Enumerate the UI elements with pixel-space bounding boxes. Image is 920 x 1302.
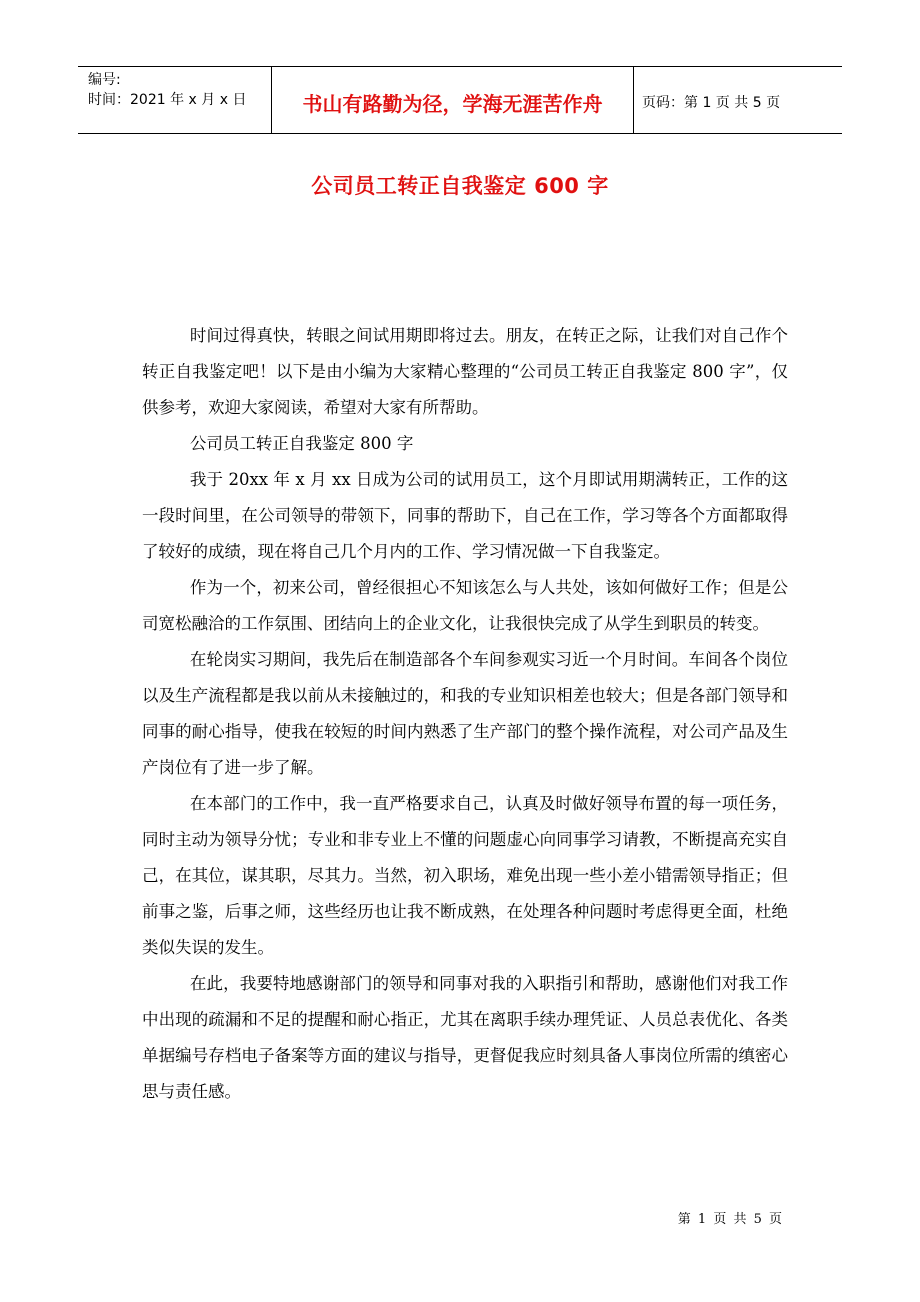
paragraph: 时间过得真快，转眼之间试用期即将过去。朋友，在转正之际，让我们对自己作个转正自我鉴定吧！以下是由小编为大家精心整理的“公司员工转正自我鉴定 800 字”，仅供参考，欢迎大家阅读，希望对大家有所帮助。 [142, 326, 788, 417]
paragraph: 在本部门的工作中，我一直严格要求自己，认真及时做好领导布置的每一项任务，同时主动为领导分忧；专业和非专业上不懂的问题虚心向同事学习请教，不断提高充实自己，在其位，谋其职，尽其力。当然，初入职场，难免出现一些小差小错需领导指正；但前事之鉴，后事之师，这些经历也让我不断成熟，在处理各种问题时考虑得更全面，杜绝类似失误的发生。 [142, 794, 788, 957]
header-page-info: 页码：第 1 页 共 5 页 [642, 95, 781, 111]
paragraph: 我于 20xx 年 x 月 xx 日成为公司的试用员工，这个月即试用期满转正，工作的这一段时间里，在公司领导的带领下，同事的帮助下，自己在工作，学习等各个方面都取得了较好的成绩，现在将自己几个月内的工作、学习情况做一下自我鉴定。 [142, 470, 788, 561]
section-heading: 公司员工转正自我鉴定 800 字 [189, 434, 414, 453]
paragraph: 作为一个，初来公司，曾经很担心不知该怎么与人共处，该如何做好工作；但是公司宽松融洽的工作氛围、团结向上的企业文化，让我很快完成了从学生到职员的转变。 [142, 578, 788, 633]
time-label: 时间：2021 年 x 月 x 日 [88, 92, 247, 108]
document-body [142, 318, 788, 1110]
header-motto: 书山有路勤为径，学海无涯苦作舟 [272, 67, 634, 133]
page-header [78, 66, 842, 134]
page-footer: 第 1 页 共 5 页 [677, 1212, 782, 1227]
document-title: 公司员工转正自我鉴定 600 字 [311, 174, 609, 198]
number-label: 编号: [88, 72, 121, 88]
paragraph: 在此，我要特地感谢部门的领导和同事对我的入职指引和帮助，感谢他们对我工作中出现的疏漏和不足的提醒和耐心指正，尤其在离职手续办理凭证、人员总表优化、各类单据编号存档电子备案等方面的建议与指导，更督促我应时刻具备人事岗位所需的缜密心思与责任感。 [142, 974, 788, 1101]
paragraph: 在轮岗实习期间，我先后在制造部各个车间参观实习近一个月时间。车间各个岗位以及生产流程都是我以前从未接触过的，和我的专业知识相差也较大；但是各部门领导和同事的耐心指导，使我在较短的时间内熟悉了生产部门的整个操作流程，对公司产品及生产岗位有了进一步了解。 [142, 650, 788, 777]
header-meta [78, 67, 272, 133]
